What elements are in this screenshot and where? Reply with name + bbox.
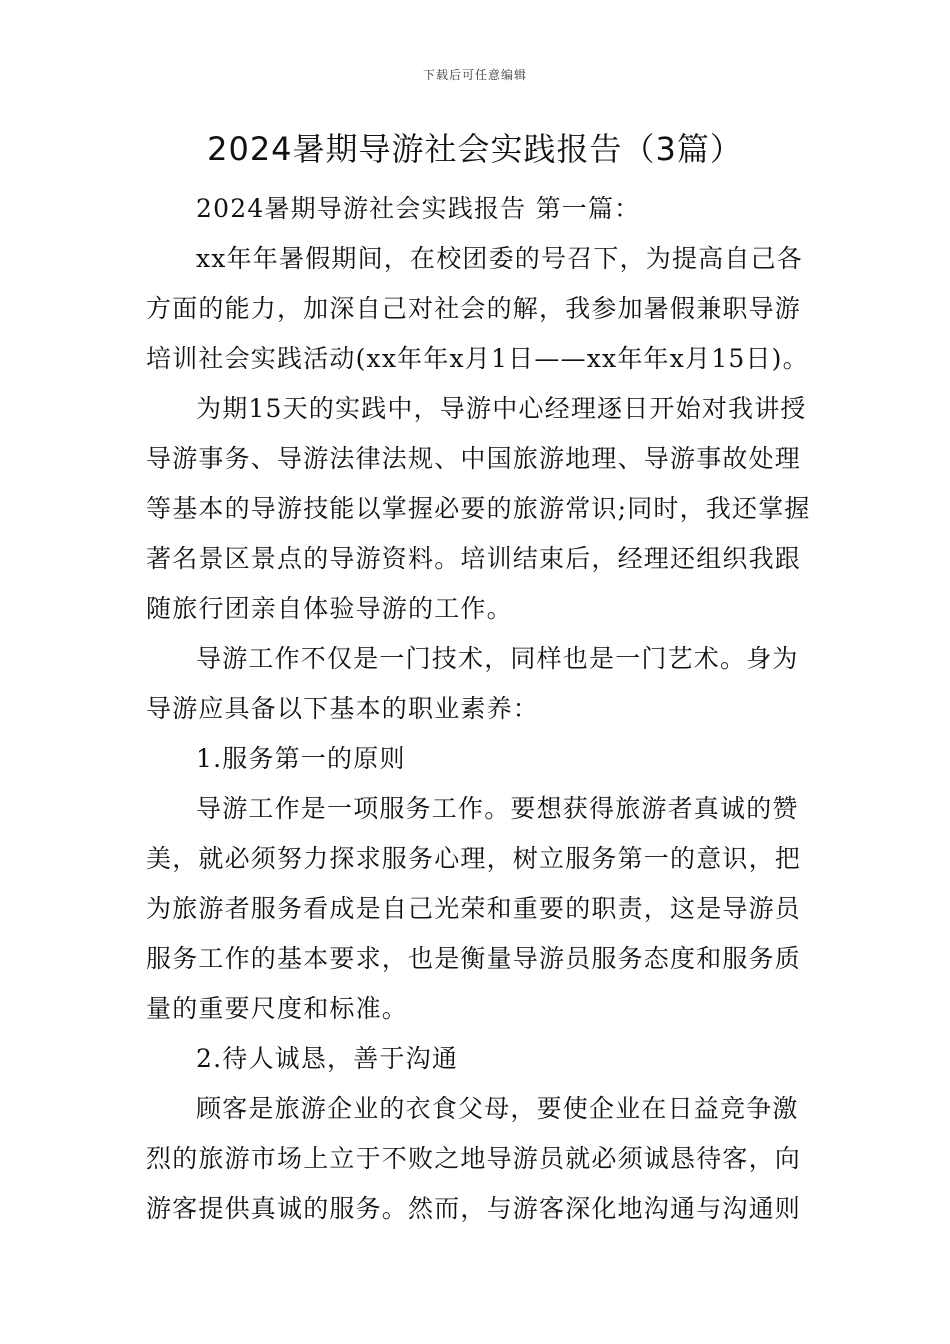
text-line: 为旅游者服务看成是自己光荣和重要的职责，这是导游员 xyxy=(146,894,802,923)
text-line: 量的重要尺度和标准。 xyxy=(146,994,409,1023)
text-line: 随旅行团亲自体验导游的工作。 xyxy=(146,594,513,623)
text-line: 服务工作的基本要求，也是衡量导游员服务态度和服务质 xyxy=(146,944,802,973)
text-line: 为期15天的实践中，导游中心经理逐日开始对我讲授 xyxy=(196,394,807,423)
text-line: 著名景区景点的导游资料。培训结束后，经理还组织我跟 xyxy=(146,544,802,573)
text-line: 2024暑期导游社会实践报告 第一篇： xyxy=(196,194,641,223)
text-line: 1.服务第一的原则 xyxy=(196,744,406,773)
text-line: 顾客是旅游企业的衣食父母，要使企业在日益竞争激 xyxy=(196,1094,799,1123)
text-line: 游客提供真诚的服务。然而，与游客深化地沟通与沟通则 xyxy=(146,1194,802,1223)
text-line: 导游事务、导游法律法规、中国旅游地理、导游事故处理 xyxy=(146,444,802,473)
text-line: 等基本的导游技能以掌握必要的旅游常识;同时，我还掌握 xyxy=(146,494,811,523)
text-line: 方面的能力，加深自己对社会的解，我参加暑假兼职导游 xyxy=(146,294,802,323)
text-line: xx年年暑假期间，在校团委的号召下，为提高自己各 xyxy=(196,244,804,273)
text-line: 烈的旅游市场上立于不败之地导游员就必须诚恳待客，向 xyxy=(146,1144,802,1173)
text-line: 导游工作是一项服务工作。要想获得旅游者真诚的赞 xyxy=(196,794,799,823)
text-line: 美，就必须努力探求服务心理，树立服务第一的意识，把 xyxy=(146,844,802,873)
text-line: 导游应具备以下基本的职业素养： xyxy=(146,694,540,723)
document-title: 2024暑期导游社会实践报告（3篇） xyxy=(207,130,743,168)
text-line: 培训社会实践活动(xx年年x月1日——xx年年x月15日)。 xyxy=(146,344,809,373)
header-note: 下载后可任意编辑 xyxy=(422,68,527,82)
document-body xyxy=(146,184,814,1234)
text-line: 导游工作不仅是一门技术，同样也是一门艺术。身为 xyxy=(196,644,799,673)
text-line: 2.待人诚恳，善于沟通 xyxy=(196,1044,459,1073)
